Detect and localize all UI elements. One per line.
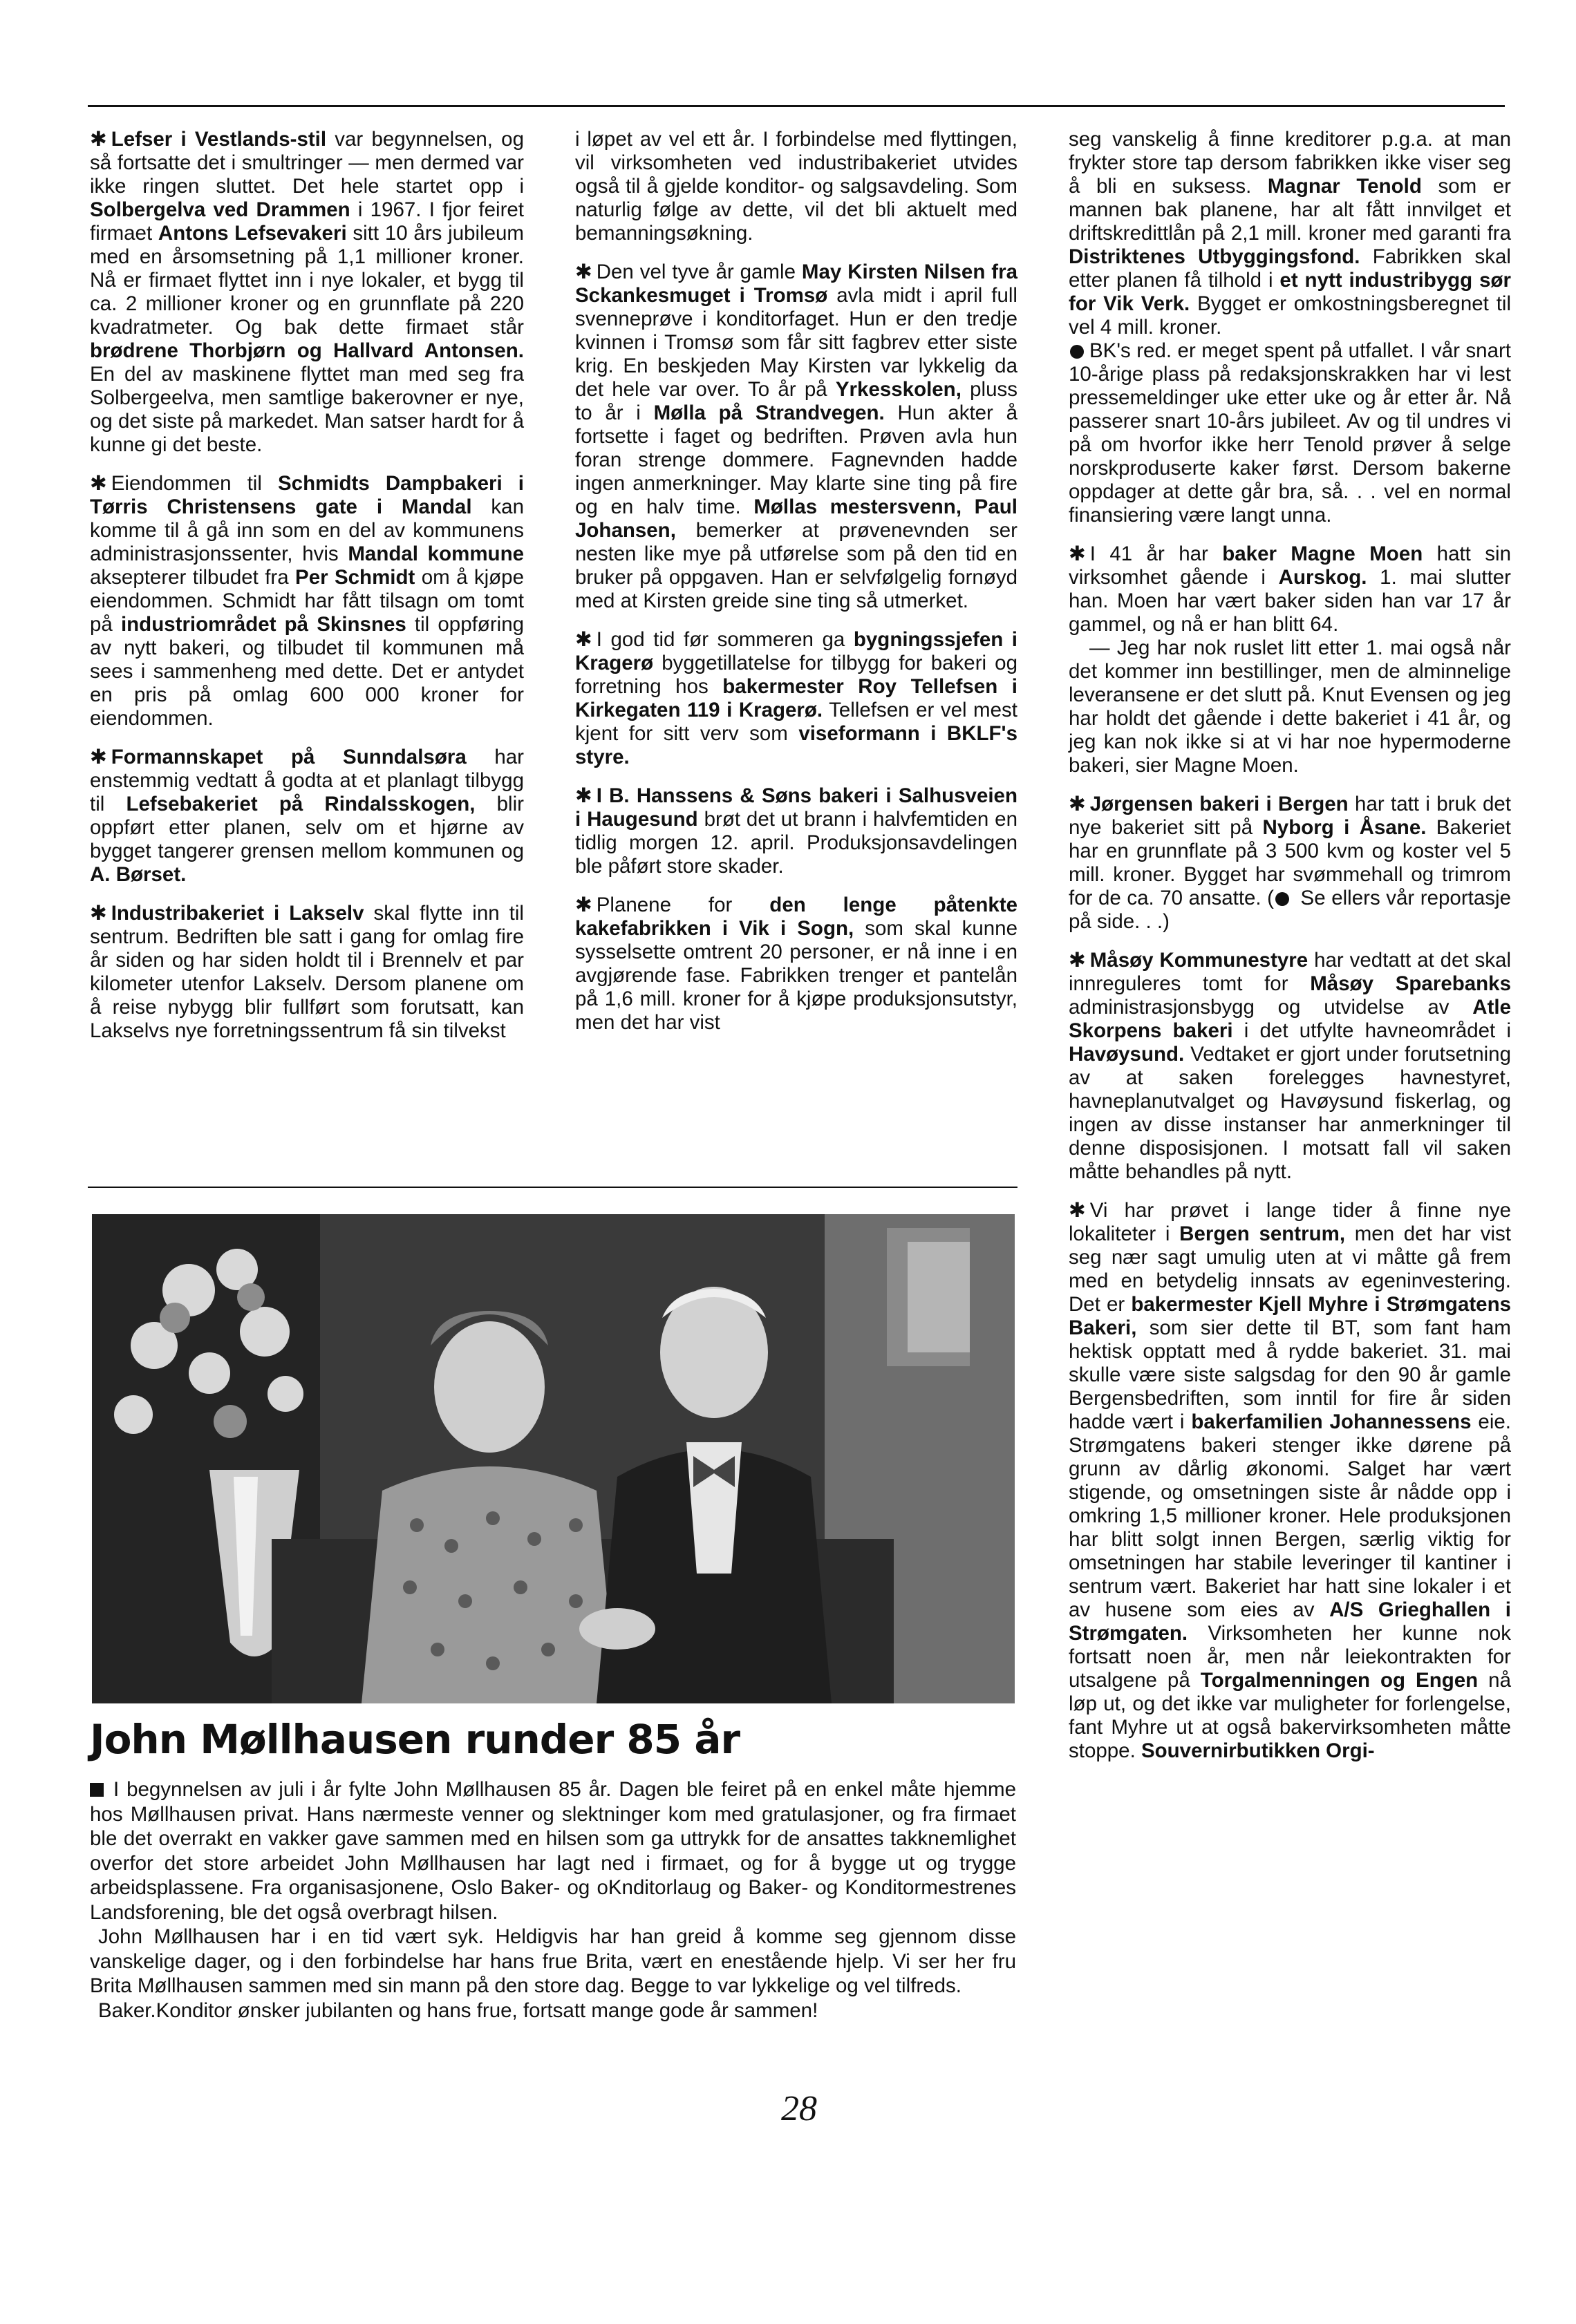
news-item xyxy=(1069,339,1511,527)
bold-text: Nyborg i Åsane. xyxy=(1262,816,1427,839)
bold-text: Industribakeriet i Lakselv xyxy=(111,902,364,925)
text: til oppføring av nytt bakeri, og tilbudet til kommunen må sees i sammenheng med dette. Det er antydet en pris på omlag 600 000 kroner for eiendommen. xyxy=(90,613,525,730)
bold-text: et nytt industribygg sør for Vik Verk. xyxy=(1069,269,1511,315)
star-bullet-icon: ✱ xyxy=(575,784,592,807)
bold-text: Yrkesskolen, xyxy=(835,378,961,401)
text: eie. Strømgatens bakeri stenger ikke dørene på grunn av dårlig økonomi. Salget har vært stigende, og omsetningen siste år nådde opp i omkring 1,5 millioner kroner. Hele produksjonen har blitt solgt innen Bergen, særlig viktig for omsetningen har stabile leveringer til kantiner i sentrum vært. Bakeriet har hatt sine lokaler i et av husene som eies av xyxy=(1069,1410,1511,1621)
bold-text: Mandal kommune xyxy=(348,542,525,565)
text: Vedtaket er gjort under forutsetning av at saken forelegges havnestyret, havneplanutvalget og Havøysund fiskerlag, og ingen av disse instanser har anmerkninger til denne disposisjonen. I motsatt fall vil saken måtte behandles på nytt. xyxy=(1069,1043,1511,1183)
bold-text: May Kirsten Nilsen fra Sckankesmuget i Tromsø xyxy=(575,261,1017,307)
text: Se ellers vår reportasje på side. . .) xyxy=(1069,887,1511,933)
bold-text: Atle Skorpens bakeri xyxy=(1069,996,1511,1042)
text: seg vanskelig å finne kreditorer p.g.a. at man frykter store tap dersom fabrikken ikke viser seg å bli en suksess. xyxy=(1069,128,1511,198)
bold-text: I B. Hanssens & Søns bakeri i Salhusveien i Haugesund xyxy=(575,784,1017,831)
dot-bullet-icon xyxy=(1275,892,1289,906)
bold-text: Mølla på Strandvegen. xyxy=(653,401,885,424)
bold-text: den lenge påtenkte kakefabrikken i Vik i Sogn, xyxy=(575,894,1017,940)
rich-text xyxy=(1069,949,1511,1183)
bold-text: bygningssjefen i Kragerø xyxy=(575,628,1018,674)
star-bullet-icon: ✱ xyxy=(1069,1199,1086,1222)
bold-text: bakermester Roy Tellefsen i Kirkegaten 119 i Kragerø. xyxy=(575,675,1017,721)
text: hatt sin virksomhet gående i xyxy=(1069,542,1511,589)
news-item xyxy=(90,128,524,457)
bold-text: A/S Grieghallen i Strømgaten. xyxy=(1069,1598,1511,1645)
bold-text: Måsøy Kommunestyre xyxy=(1089,949,1308,972)
column-3 xyxy=(1069,128,1511,1778)
text: administrasjonsbygg og utvidelse av xyxy=(1069,996,1473,1019)
rich-text xyxy=(90,128,524,456)
page-number: 28 xyxy=(781,2089,817,2128)
news-item xyxy=(575,128,1017,245)
bold-text: Magnar Tenold xyxy=(1267,175,1422,198)
news-item xyxy=(90,902,524,1043)
rich-text xyxy=(90,472,524,730)
news-item xyxy=(1069,542,1511,636)
text: Eiendommen til xyxy=(111,472,278,495)
text: som sier dette til BT, som fant ham hektisk opptatt med å rydde bakeriet. 31. mai skulle være siste salgsdag for den 90 år gamle Bergensbedriften, som inntil for fire år siden hadde vært i xyxy=(1069,1316,1511,1433)
star-bullet-icon: ✱ xyxy=(1069,949,1086,972)
quote-text: — Jeg har nok ruslet litt etter 1. mai også når det kommer inn bestillinger, men de alminnelige leveransene er det slutt på. Knut Evensen og jeg har holdt det gående i dette bakeriet i 41 år, og jeg kan nok ikke si at vi har noe hypermoderne bakeri, sier Magne Moen. xyxy=(1069,636,1511,777)
feature-text: I begynnelsen av juli i år fylte John Møllhausen 85 år. Dagen ble feiret på en enkel måte hjemme hos Møllhausen privat. Hans nærmeste venner og slektninger kom med gratulasjoner, og fra firmaet ble det overrakt en vakker gave sammen med en hilsen som ga uttrykk for de ansattes takknemlighet overfor det store arbeidet John Møllhausen har lagt ned i firmaet, og for å bygge ut og trygge arbeidsplassene. Fra organisasjonene, Oslo Baker- og oKnditorlaug og Baker- og Konditormestrenes Landsforening, ble det også overbragt hilsen. xyxy=(90,1778,1016,1924)
rich-text xyxy=(575,628,1017,768)
bold-text: Aurskog. xyxy=(1278,566,1367,589)
bold-text: industriområdet på Skinsnes xyxy=(120,613,406,636)
text: om å kjøpe eiendommen. Schmidt har fått tilsagn om tomt på xyxy=(90,566,524,636)
bold-text: Bergen sentrum, xyxy=(1179,1222,1346,1245)
star-bullet-icon: ✱ xyxy=(90,128,107,151)
bold-text: baker Magne Moen xyxy=(1222,542,1423,565)
news-item xyxy=(90,746,524,887)
news-item xyxy=(575,894,1017,1035)
rich-text xyxy=(1069,542,1511,636)
text: byggetillatelse for tilbygg for bakeri og forretning hos xyxy=(575,652,1017,698)
bold-text: Måsøy Sparebanks xyxy=(1310,972,1511,995)
text: i det utfylte havneområdet i xyxy=(1232,1019,1511,1042)
column-2 xyxy=(575,128,1017,1050)
dot-bullet-icon xyxy=(1070,345,1084,359)
text: aksepterer tilbudet fra xyxy=(90,566,296,589)
text: 1. mai slutter han. Moen har vært baker siden han var 17 år gammel, og nå er han blitt 64. xyxy=(1069,566,1511,636)
news-item xyxy=(575,628,1017,769)
text: blir oppført etter planen, selv om et hjørne av bygget tangerer grensen mellom kommunen og xyxy=(90,793,524,862)
text: sitt 10 års jubileum med en årsomsetning på 1,1 millioner kroner. Nå er firmaet flyttet inn i nye lokaler, et bygg til ca. 2 millioner kroner og en grunnflate på 220 kvadratmeter. Og bak dette firmaet står xyxy=(90,222,525,339)
text: kan komme til å gå inn som en del av kommunens administrasjonssenter, hvis xyxy=(90,495,524,565)
news-item xyxy=(575,784,1017,878)
rich-text xyxy=(1069,1199,1511,1762)
bold-text: Antons Lefsevakeri xyxy=(158,222,347,245)
rich-text xyxy=(1069,128,1511,339)
text: som skal kunne sysselsette omtrent 20 personer, er nå inne i en avgjørende fase. Fabrikken trenger et pantelån på 1,6 mill. kroner for å kjøpe produksjonsutstyr, men det har vist xyxy=(575,917,1017,1034)
news-item xyxy=(1069,128,1511,339)
star-bullet-icon: ✱ xyxy=(575,894,592,916)
text: Den vel tyve år gamle xyxy=(596,261,802,283)
text: I god tid før sommeren ga xyxy=(596,628,854,651)
text: Fabrikken skal etter planen få tilhold i xyxy=(1069,245,1511,292)
bold-text: Solbergelva ved Drammen xyxy=(90,198,350,221)
bold-text: Lefsebakeriet på Rindalsskogen, xyxy=(126,793,476,815)
text: I 41 år har xyxy=(1089,542,1223,565)
news-item xyxy=(1069,949,1511,1184)
star-bullet-icon: ✱ xyxy=(1069,793,1086,815)
feature-article xyxy=(90,1777,1016,2023)
text: Bakeriet har en grunnflate på 3 500 kvm og koster vel 5 mill. kroner. Bygget har svømmehall og trimrom for de ca. 70 ansatte. ( xyxy=(1069,816,1512,909)
text: har enstemmig vedtatt å godta at et planlagt tilbygg til xyxy=(90,746,524,815)
photo-illustration xyxy=(92,1214,1015,1703)
rich-text xyxy=(1069,339,1511,527)
text: som er mannen bak planene, har alt fått innvilget et driftskredittlån på 2,1 mill. kroner med garanti fra xyxy=(1069,175,1511,245)
text: har tatt i bruk det nye bakeriet sitt på xyxy=(1069,793,1511,839)
square-bullet-icon xyxy=(90,1783,104,1797)
text: bemerker at prøvenevnden ser nesten like mye på utførelse som på den tid en bruker på oppgaven. Han er selvfølgelig fornøyd med at Kirsten greide sine ting så utmerket. xyxy=(575,519,1017,612)
star-bullet-icon: ✱ xyxy=(90,902,107,925)
rich-text xyxy=(575,894,1017,1034)
text: var begynnelsen, og så fortsatte det i smultringer — men dermed var ikke ringen sluttet. Det hele startet opp i xyxy=(90,128,524,198)
text: brøt det ut brann i halvfemtiden en tidlig morgen 12. april. Produksjonsavdelingen ble påført store skader. xyxy=(575,808,1017,878)
rich-text xyxy=(575,261,1017,612)
text: En del av maskinene flyttet man med seg fra Solbergeelva, men samtlige bakerovner er nye, og det siste på markedet. Man satser hardt for å kunne gi det beste. xyxy=(90,363,525,456)
top-rule xyxy=(88,105,1505,107)
bold-text: Havøysund. xyxy=(1069,1043,1185,1066)
text: pluss to år i xyxy=(575,378,1017,424)
bold-text: Møllas mestersvenn, Paul Johansen, xyxy=(575,495,1017,542)
column-1 xyxy=(90,128,524,1058)
rich-text xyxy=(90,746,524,886)
bold-text: Distriktenes Utbyggingsfond. xyxy=(1069,245,1360,268)
star-bullet-icon: ✱ xyxy=(575,261,592,283)
star-bullet-icon: ✱ xyxy=(90,472,107,495)
bold-text: A. Børset. xyxy=(90,863,187,886)
text: Hun akter å fortsette i faget og bedriften. Prøven avla hun foran strenge dommere. Fagnevnden hadde ingen anmerkninger. May klarte sine ting på fire og en halv time. xyxy=(575,401,1017,518)
photo-top-rule xyxy=(88,1187,1017,1188)
star-bullet-icon: ✱ xyxy=(90,746,107,768)
text: Planene for xyxy=(596,894,770,916)
bold-text: Lefser i Vestlands-stil xyxy=(111,128,327,151)
bold-text: viseformann i BKLF's styre. xyxy=(575,722,1017,768)
feature-paragraph: John Møllhausen har i en tid vært syk. Heldigvis har han greid å komme seg gjennom disse vanskelige dager, og i den forbindelse har hans frue Brita, vært en enestående hjelp. Vi ser her fru Brita Møllhausen sammen med sin mann på den store dag. Begge to var lykkelige og vel tilfreds. xyxy=(90,1925,1016,1997)
news-item xyxy=(90,472,524,730)
text: Bygget er omkostningsberegnet til vel 4 mill. kroner. xyxy=(1069,292,1512,339)
star-bullet-icon: ✱ xyxy=(1069,542,1086,565)
bold-text: bakerfamilien Johannessens xyxy=(1191,1410,1472,1433)
news-item xyxy=(1069,636,1511,777)
rich-text xyxy=(1069,793,1511,933)
text: Virksomheten her kunne nok fortsatt noen år, men når leiekontrakten for utsalgene på xyxy=(1069,1622,1511,1692)
text: men det har vist seg nær sagt umulig uten at vi måtte gå frem med en betydelig innsats av egeninvestering. Det er xyxy=(1069,1222,1511,1316)
feature-paragraph: Baker.Konditor ønsker jubilanten og hans frue, fortsatt mange gode år sammen! xyxy=(98,1999,818,2022)
news-item xyxy=(1069,793,1511,934)
text: i 1967. I fjor feiret firmaet xyxy=(90,198,524,245)
bold-text: Formannskapet på Sunndalsøra xyxy=(111,746,467,768)
bold-text: bakermester Kjell Myhre i Strømgatens Bakeri, xyxy=(1069,1293,1512,1339)
bold-text: Souvernirbutikken Orgi- xyxy=(1141,1739,1375,1762)
text: skal flytte inn til sentrum. Bedriften ble satt i gang for omlag fire år siden og har siden holdt til i Brennelv et par kilometer utenfor Lakselv. Dersom planene om å reise nybygg blir fullført som forutsatt, kan Lakselvs nye forretningssentrum få sin tilvekst xyxy=(90,902,524,1042)
rich-text xyxy=(575,784,1017,878)
bold-text: Jørgensen bakeri i Bergen xyxy=(1089,793,1349,815)
news-item xyxy=(575,261,1017,613)
text: har vedtatt at det skal innreguleres tomt for xyxy=(1069,949,1512,995)
news-item xyxy=(1069,1199,1511,1763)
text: nå løp ut, og det ikke var muligheter for forlengelse, fant Myhre ut at også bakervirksomheten måtte stoppe. xyxy=(1069,1669,1511,1762)
text: i løpet av vel ett år. I forbindelse med flyttingen, vil virksomheten ved industribakeriet utvides også til å gjelde konditor- og salgsavdeling. Som naturlig følge av dette, vil det bli aktuelt med bemanningsøkning. xyxy=(575,128,1017,245)
text: BK's red. er meget spent på utfallet. I vår snart 10-årige plass på redaksjonskrakken har vi lest pressemeldinger uke etter uke og år etter år. Nå passerer snart 10-års jubileet. Av og til undres vi på om hvorfor ikke herr Tenold prøver å selge norskproduserte kaker først. Dersom bakerne oppdager at dette går bra, så. . . vel en normal finansiering være langt unna. xyxy=(1069,339,1511,527)
bold-text: Schmidts Dampbakeri i Tørris Christensens gate i Mandal xyxy=(90,472,525,518)
star-bullet-icon: ✱ xyxy=(575,628,592,651)
text: Tellefsen er vel mest kjent for sitt verv som xyxy=(575,699,1017,745)
rich-text xyxy=(575,128,1017,245)
bold-text: Torgalmenningen og Engen xyxy=(1200,1669,1479,1692)
bold-text: Per Schmidt xyxy=(295,566,415,589)
photo-couple xyxy=(92,1214,1015,1703)
feature-paragraph xyxy=(90,1777,1016,1925)
rich-text xyxy=(90,902,524,1042)
bold-text: brødrene Thorbjørn og Hallvard Antonsen. xyxy=(90,339,524,362)
text: Vi har prøvet i lange tider å finne nye lokaliteter i xyxy=(1069,1199,1511,1245)
text: avla midt i april full svenneprøve i konditorfaget. Hun er den tredje kvinnen i Tromsø som får sitt fagbrev etter siste krig. En beskjeden May Kirsten var lykkelig da det hele var over. To år på xyxy=(575,284,1017,401)
feature-headline: John Møllhausen runder 85 år xyxy=(90,1716,740,1763)
